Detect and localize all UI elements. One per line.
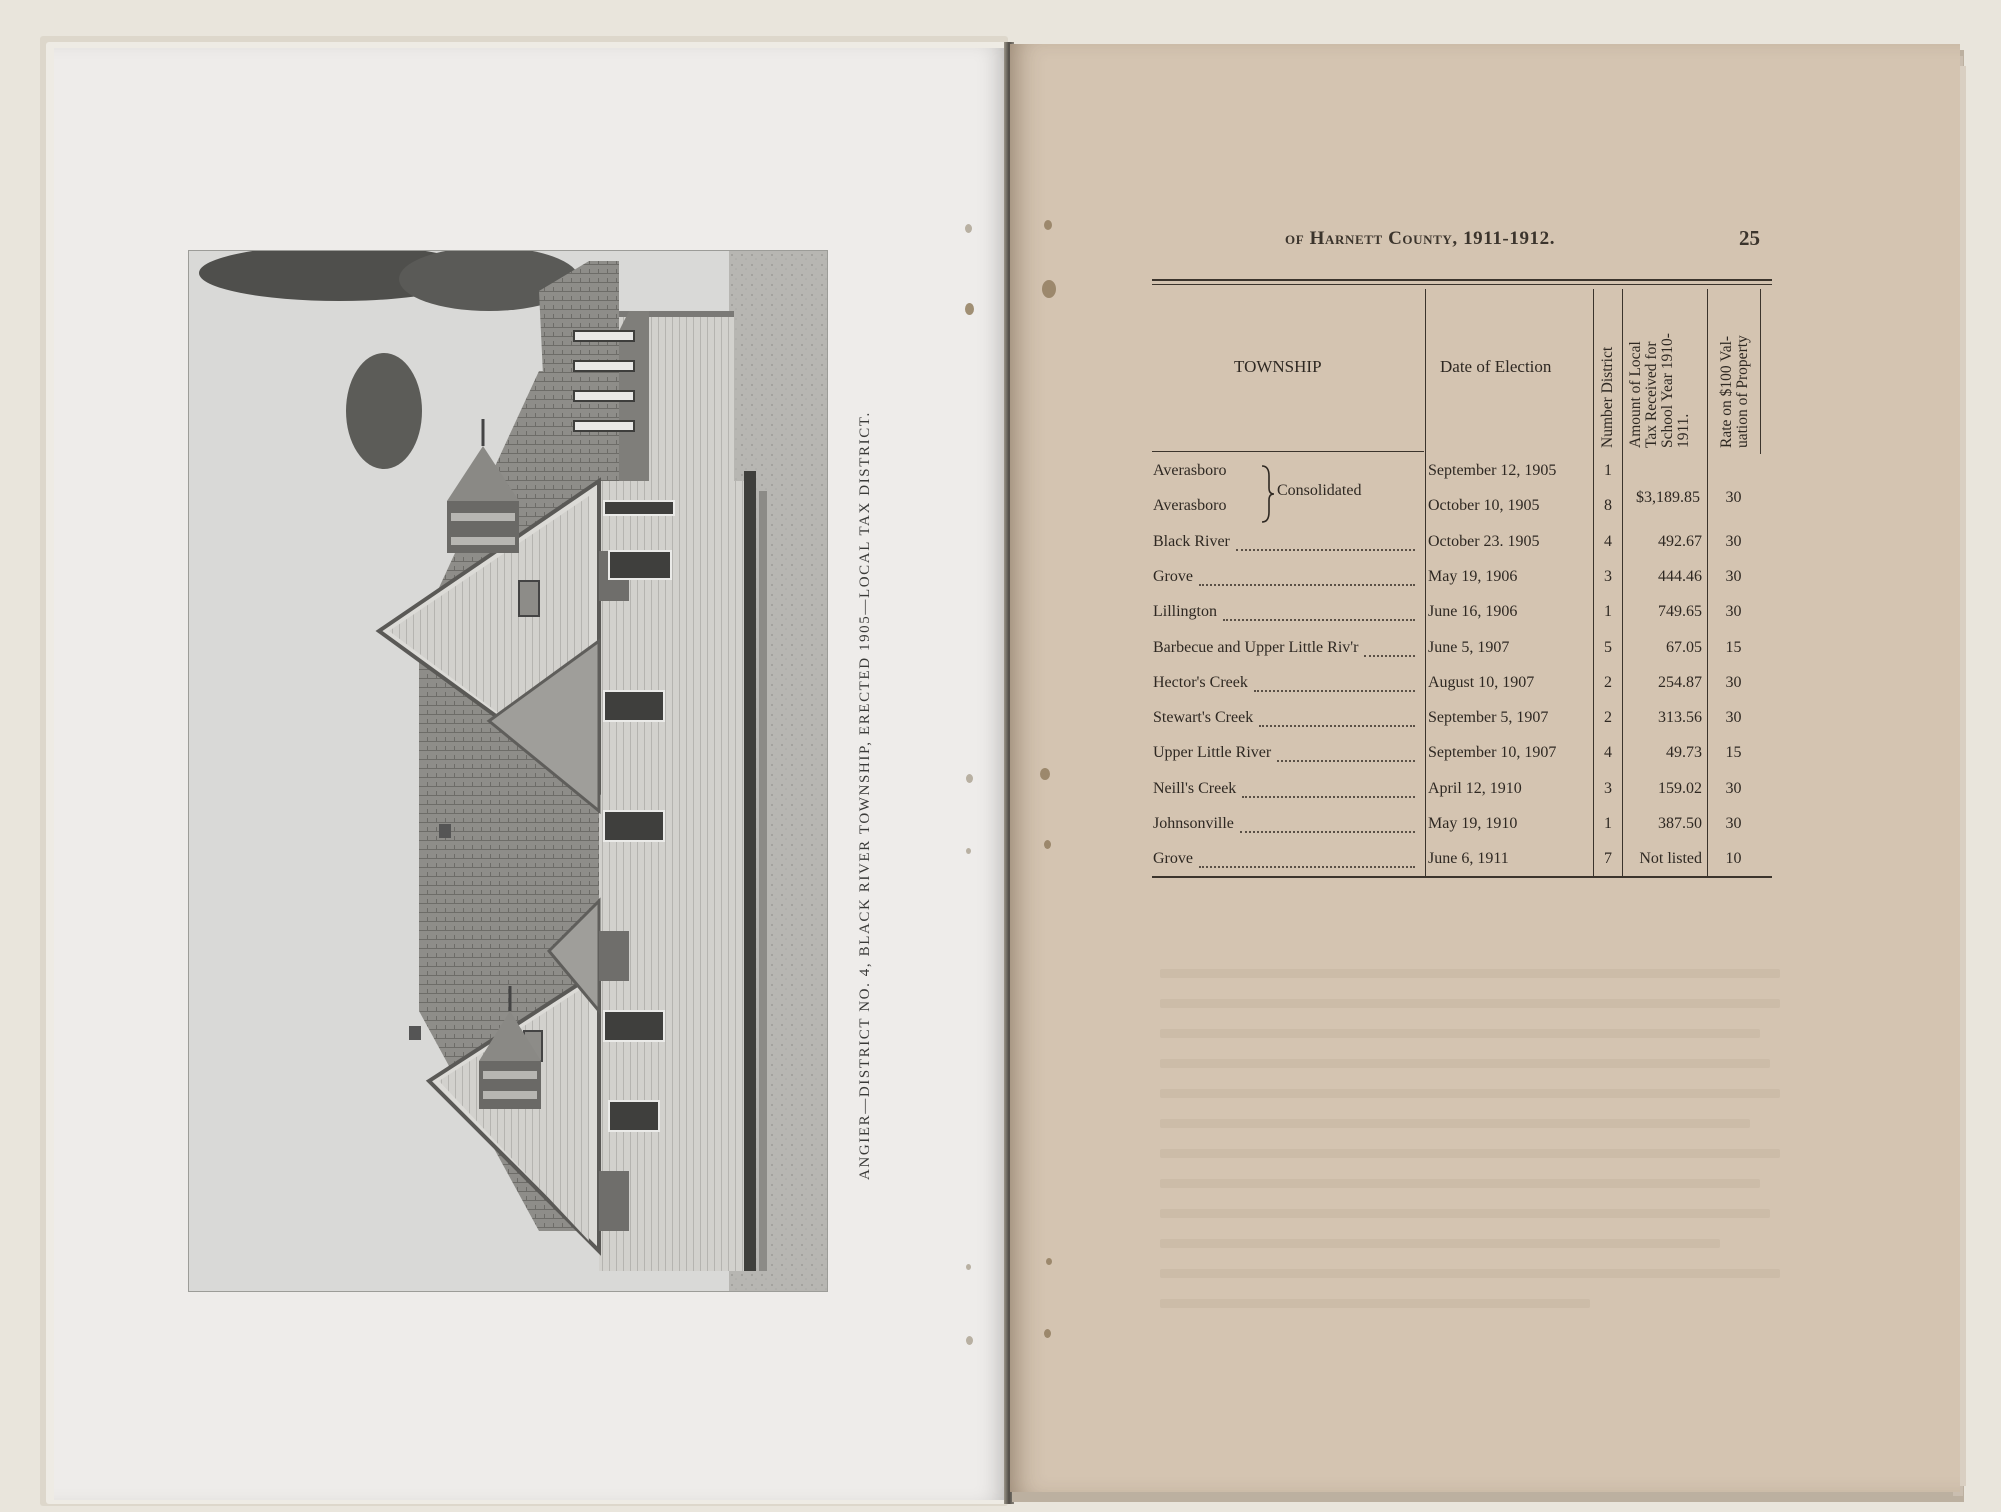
township-cell: Neill's Creek (1153, 779, 1237, 797)
date-cell: May 19, 1906 (1428, 567, 1518, 585)
running-head: of Harnett County, 1911-1912. (1285, 228, 1556, 249)
header-township: TOWNSHIP (1234, 357, 1322, 376)
consolidated-amount: $3,189.85 (1636, 489, 1700, 506)
dot-leader (1364, 655, 1415, 657)
dot-leader (1254, 690, 1415, 692)
column-divider (1760, 289, 1761, 454)
page-number: 25 (1739, 226, 1760, 250)
district-cell: 3 (1604, 567, 1612, 585)
district-cell: 1 (1604, 603, 1612, 621)
district-cell: 2 (1604, 709, 1612, 727)
date-cell: April 12, 1910 (1428, 779, 1522, 797)
show-through-text (1160, 1119, 1750, 1128)
district-cell: 5 (1604, 638, 1612, 656)
amount-cell: 254.87 (1658, 673, 1702, 691)
township-cell: Hector's Creek (1153, 673, 1248, 691)
rate-cell: 30 (1725, 673, 1742, 691)
district-cell: 3 (1604, 779, 1612, 797)
rate-cell: 10 (1725, 850, 1742, 868)
township-cell: Barbecue and Upper Little Riv'r (1153, 638, 1359, 656)
right-page: of Harnett County, 1911-1912. 25 TOWNSHIP Date of Election Number District Amount of Local Tax Received for School Year 1910- 1911. Rate on $100 Val- uation of Property Consolidated $3,189.85 30 Averasboro September 12, 1905 1 Averasboro October 10, 1905 8 Black River October 23. 1905 4 492.67 30 Grove May 19, 1906 3 444.46 30 Lillington June 16, 1906 1 749.65 30 Barbecue and Upper Little Riv'r June 5, 1907 5 67.05 15 Hector's Creek August 10, 1907 2 254.87 30 Stewart's Creek September 5, 1907 2 313.56 30 Upper Little River September 10, 1907 4 49.73 15 Neill's Creek April 12, 1910 3 159.02 30 Johnsonville May 19, 1910 1 387.50 30 Grove June 6, 1911 7 Not listed 10 (1010, 44, 1960, 1492)
schoolhouse-illustration (189, 251, 827, 1291)
township-cell: Lillington (1153, 603, 1217, 621)
amount-cell: 49.73 (1666, 744, 1702, 762)
amount-cell: 444.46 (1658, 567, 1702, 585)
binding-hole (1044, 1329, 1051, 1338)
dot-leader (1236, 549, 1415, 551)
rate-cell: 30 (1725, 532, 1742, 550)
district-cell: 2 (1604, 673, 1612, 691)
show-through-text (1160, 1239, 1720, 1248)
dot-leader (1240, 831, 1415, 833)
binding-hole (1040, 768, 1050, 780)
show-through-text (1160, 1149, 1780, 1158)
show-through-text (1160, 1269, 1780, 1278)
rate-cell: 30 (1725, 815, 1742, 832)
binding-hole (966, 1336, 973, 1345)
binding-hole (1046, 1258, 1052, 1265)
amount-cell: 749.65 (1658, 603, 1702, 621)
district-cell: 4 (1604, 744, 1612, 762)
right-page-stack-edge (1959, 66, 1966, 1486)
township-cell: Averasboro (1153, 462, 1227, 479)
district-cell: 4 (1604, 532, 1612, 550)
show-through-text (1160, 969, 1780, 978)
rate-cell: 15 (1725, 638, 1742, 656)
schoolhouse-photograph (188, 250, 828, 1292)
dot-leader (1199, 584, 1415, 586)
binding-hole (965, 224, 972, 233)
township-cell: Upper Little River (1153, 744, 1272, 762)
consolidated-rate: 30 (1725, 489, 1742, 506)
rate-cell: 30 (1725, 603, 1742, 621)
binding-hole (966, 1264, 971, 1270)
date-cell: May 19, 1910 (1428, 815, 1518, 832)
dot-leader (1223, 619, 1415, 621)
dot-leader (1259, 725, 1415, 727)
binding-hole (966, 774, 973, 783)
date-cell: September 10, 1907 (1428, 744, 1557, 762)
amount-cell: 313.56 (1658, 709, 1702, 727)
district-cell: 1 (1604, 815, 1612, 832)
date-cell: June 16, 1906 (1428, 603, 1518, 621)
rate-cell: 30 (1725, 567, 1742, 585)
township-cell: Grove (1153, 567, 1193, 585)
header-district: Number District (1599, 346, 1616, 448)
rate-cell: 30 (1725, 709, 1742, 727)
show-through-text (1160, 1299, 1590, 1308)
dot-leader (1277, 760, 1415, 762)
rate-cell: 15 (1725, 744, 1742, 762)
date-cell: August 10, 1907 (1428, 673, 1535, 691)
date-cell: September 12, 1905 (1428, 462, 1557, 479)
township-cell: Black River (1153, 532, 1230, 550)
date-cell: October 23. 1905 (1428, 532, 1540, 550)
date-cell: September 5, 1907 (1428, 709, 1549, 727)
date-cell: October 10, 1905 (1428, 497, 1540, 515)
township-cell: Averasboro (1153, 497, 1227, 515)
consolidated-brace (1260, 464, 1276, 524)
show-through-text (1160, 999, 1780, 1008)
binding-hole (1044, 840, 1051, 849)
show-through-text (1160, 1179, 1760, 1188)
show-through-text (1160, 1209, 1770, 1218)
amount-cell: 159.02 (1658, 779, 1702, 797)
dot-leader (1242, 796, 1415, 798)
binding-hole (966, 848, 971, 854)
table-top-rule-thin (1152, 284, 1772, 285)
binding-hole (1042, 280, 1056, 298)
township-cell: Johnsonville (1153, 815, 1234, 832)
date-cell: June 6, 1911 (1428, 850, 1509, 868)
table-bottom-rule (1152, 876, 1772, 878)
amount-cell: Not listed (1639, 850, 1702, 868)
amount-cell: 67.05 (1666, 638, 1702, 656)
dot-leader (1199, 866, 1415, 868)
binding-hole (1044, 220, 1052, 230)
table-top-rule (1152, 279, 1772, 281)
show-through-text (1160, 1059, 1770, 1068)
district-cell: 1 (1604, 462, 1612, 479)
show-through-text (1160, 1089, 1780, 1098)
date-cell: June 5, 1907 (1428, 638, 1510, 656)
rate-cell: 30 (1725, 779, 1742, 797)
header-bottom-rule (1152, 451, 1424, 452)
header-date: Date of Election (1440, 357, 1552, 376)
township-cell: Grove (1153, 850, 1193, 868)
amount-cell: 492.67 (1658, 532, 1702, 550)
show-through-text (1160, 1029, 1760, 1038)
township-cell: Stewart's Creek (1153, 709, 1254, 727)
district-cell: 7 (1604, 850, 1612, 868)
consolidated-label: Consolidated (1277, 482, 1362, 499)
binding-hole (965, 303, 974, 315)
amount-cell: 387.50 (1658, 815, 1702, 832)
district-cell: 8 (1604, 497, 1612, 515)
photo-caption: ANGIER—DISTRICT NO. 4, BLACK RIVER TOWNSHIP, ERECTED 1905—LOCAL TAX DISTRICT. (857, 411, 873, 1180)
column-divider (1425, 289, 1426, 876)
